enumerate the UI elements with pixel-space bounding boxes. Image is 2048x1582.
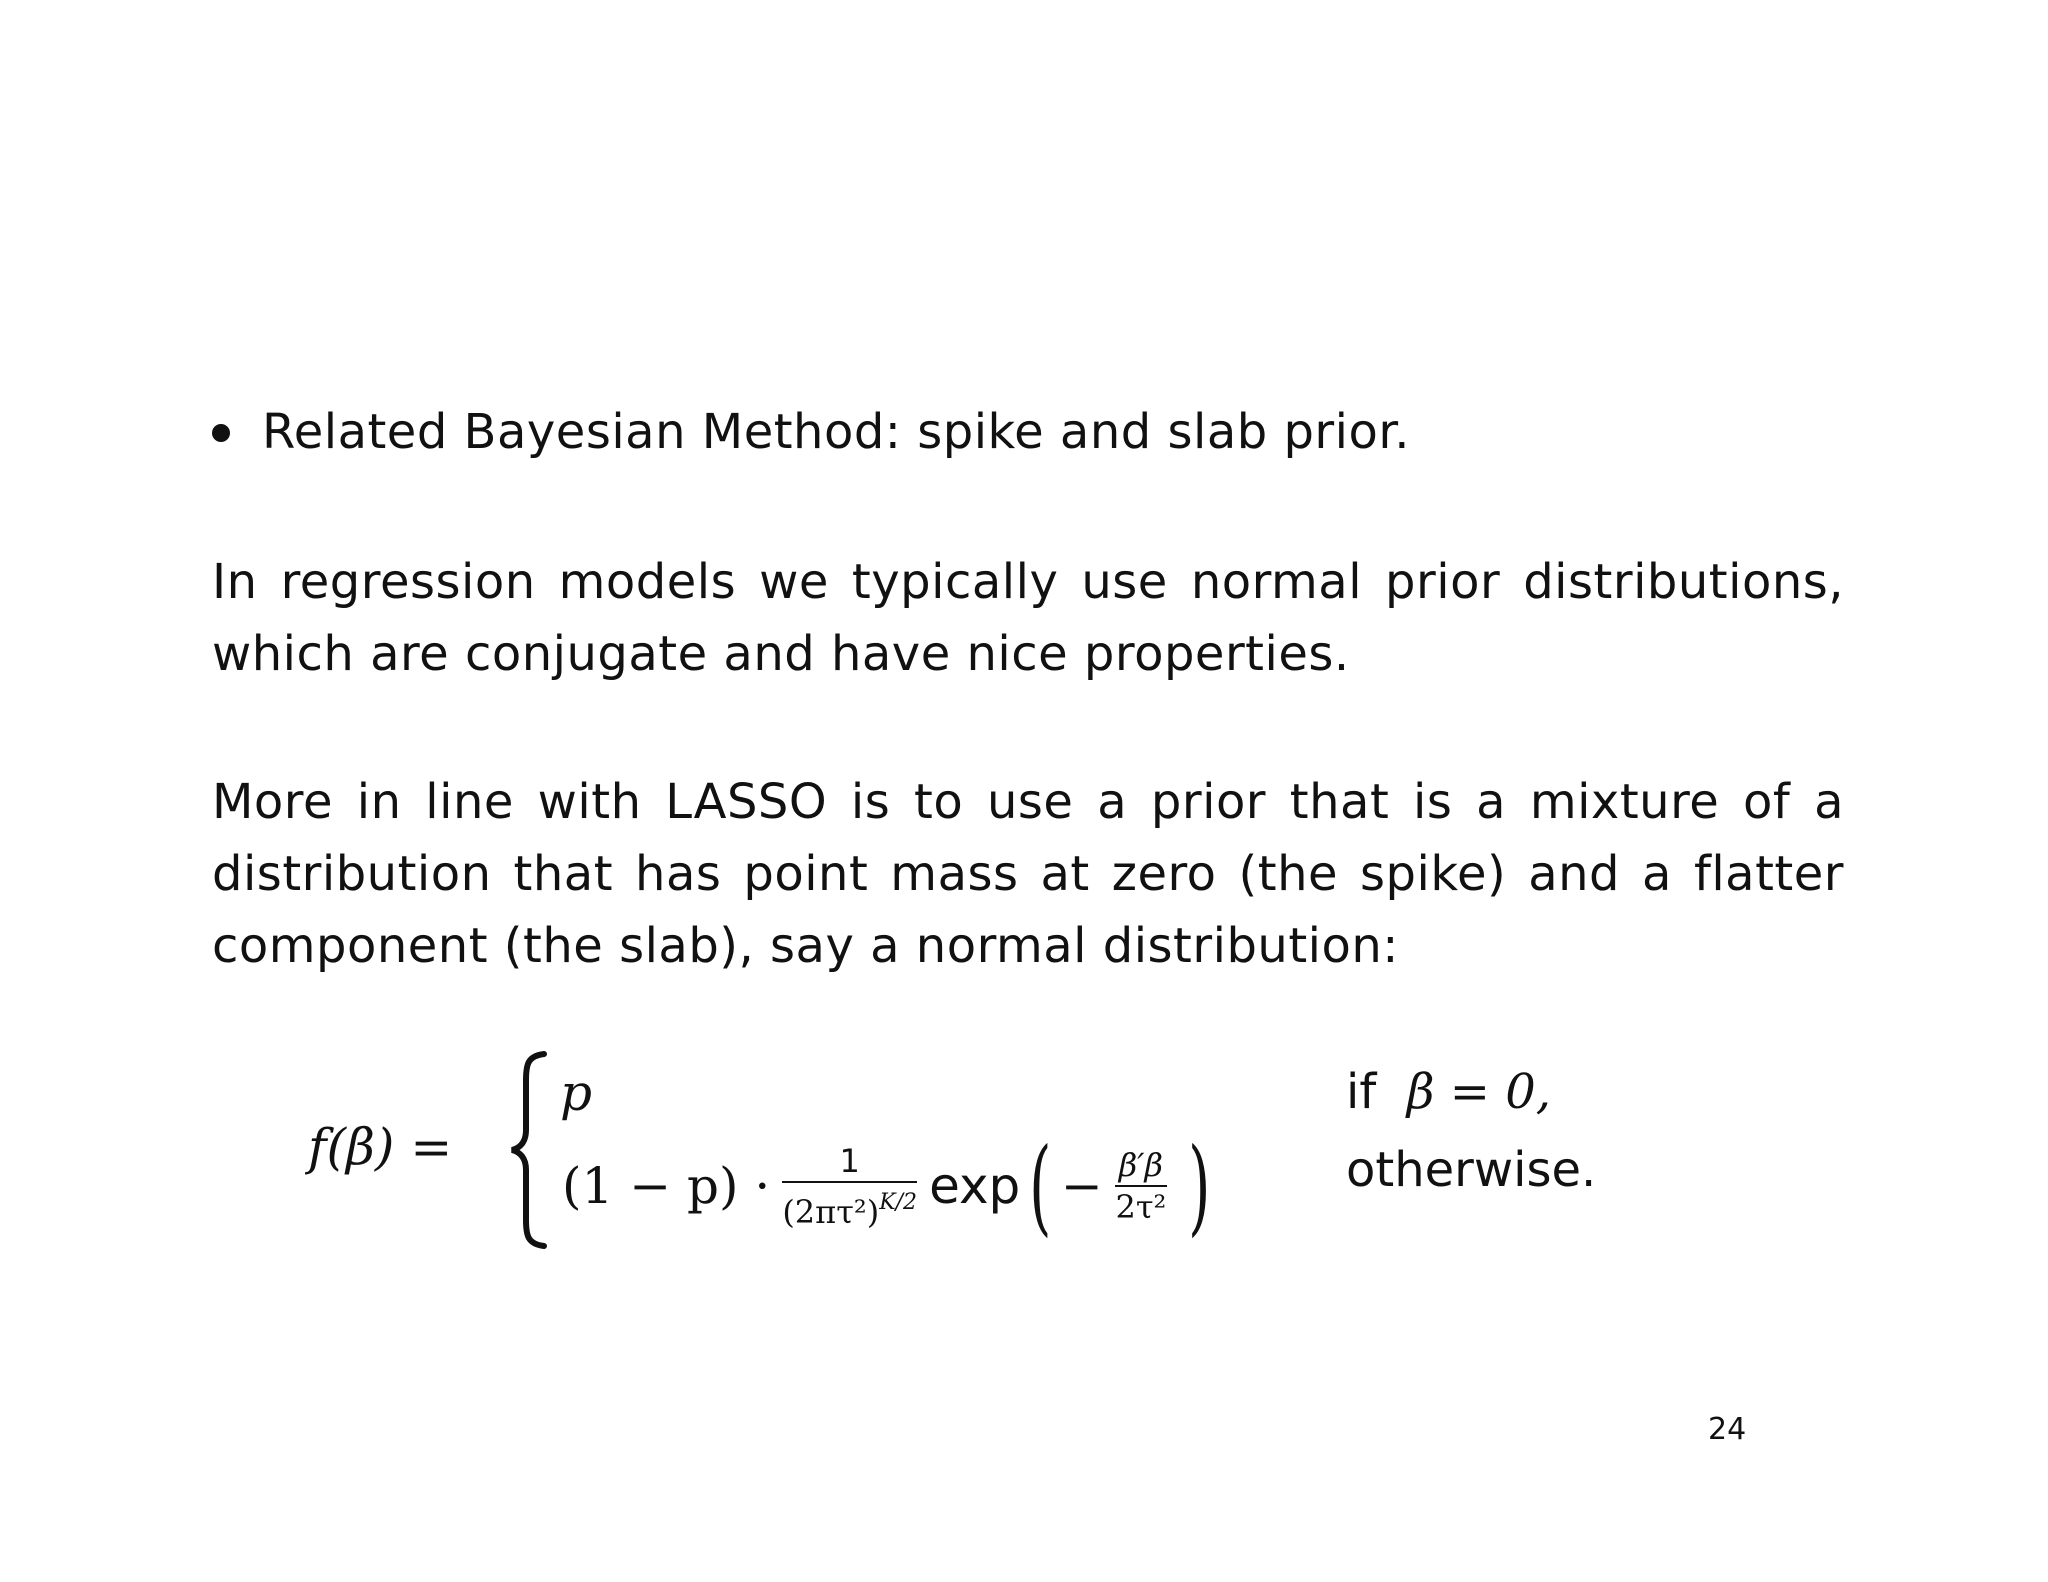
case2-frac-denominator: $(2\pi\tau^2)^{K/2}$ — [782, 1189, 918, 1231]
case2-expression — [562, 1125, 1220, 1247]
case2-prefix: (1 − p) · — [562, 1157, 771, 1215]
exp-frac-numerator: β′β — [1118, 1146, 1164, 1184]
bullet-text: Related Bayesian Method: spike and slab prior. — [262, 404, 1410, 460]
case1-condition-prefix: if — [1346, 1064, 1377, 1120]
case2-fraction — [782, 1143, 917, 1230]
equation-lhs: f(β) = — [308, 1118, 453, 1176]
equation-spike-slab — [300, 1050, 1720, 1250]
exp-fraction — [1115, 1147, 1167, 1225]
page-number: 24 — [1708, 1412, 1747, 1447]
paragraph-conjugate-priors: In regression models we typically use normal prior distributions, which are conjugate and have nice properties. — [212, 554, 1844, 682]
right-paren-icon: ) — [1188, 1125, 1211, 1247]
case2-frac-denominator-exponent: K/2 — [879, 1189, 918, 1215]
fraction-bar — [782, 1181, 917, 1183]
left-paren-icon: ( — [1029, 1125, 1052, 1247]
left-brace-icon — [510, 1050, 550, 1250]
case1-condition — [1346, 1064, 1551, 1120]
paragraph-spike-slab: More in line with LASSO is to use a prior that is a mixture of a distribution that has point mass at zero (the spike) and a flatter component (the slab), say a normal distribution: — [212, 774, 1844, 974]
exp-frac-denominator: 2τ² — [1115, 1188, 1167, 1226]
case2-frac-numerator: 1 — [839, 1141, 860, 1180]
case1-condition-expression: β = 0, — [1406, 1064, 1552, 1120]
bullet-dot-icon — [212, 424, 230, 442]
case1-value: p — [560, 1064, 593, 1122]
minus-sign: − — [1060, 1157, 1103, 1215]
case2-condition: otherwise. — [1346, 1142, 1597, 1198]
fraction-bar — [1115, 1185, 1167, 1187]
exp-label: exp — [929, 1157, 1021, 1215]
bullet-item — [212, 396, 1410, 468]
